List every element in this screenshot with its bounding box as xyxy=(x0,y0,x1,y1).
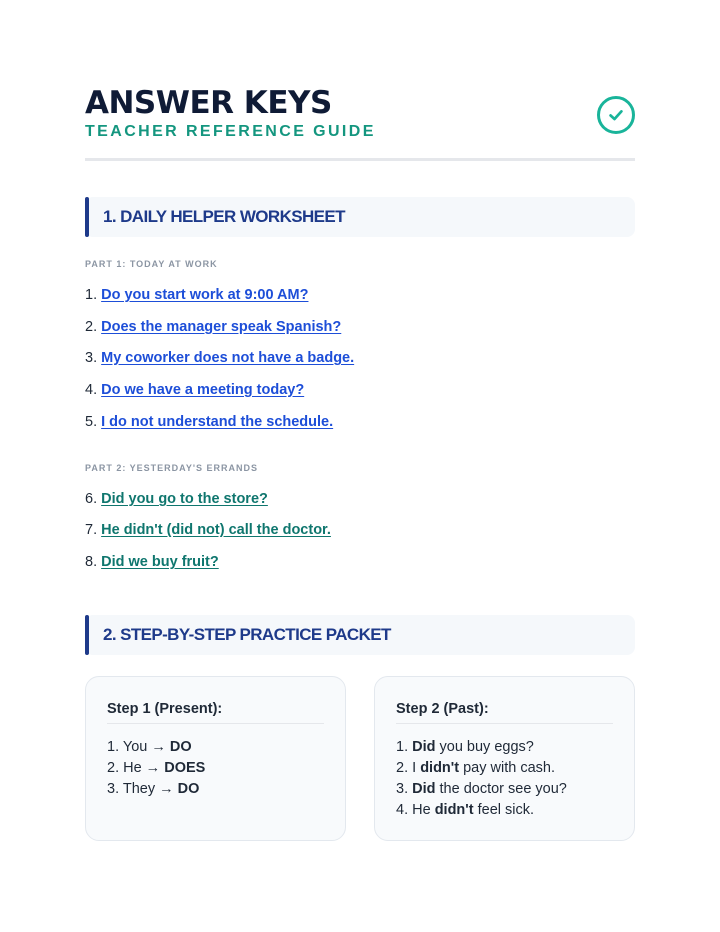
answer-item xyxy=(85,522,331,538)
step1-title: Step 1 (Present): xyxy=(107,701,223,717)
item-number: 4. xyxy=(85,382,98,398)
section-accent-bar xyxy=(85,615,89,655)
part1-label: PART 1: TODAY AT WORK xyxy=(85,259,218,269)
answer-item xyxy=(85,287,308,303)
step-line: 3. Did the doctor see you? xyxy=(396,781,567,797)
answer-item xyxy=(85,491,268,507)
section-title: 1. DAILY HELPER WORKSHEET xyxy=(103,207,345,226)
step-line: 2. I didn't pay with cash. xyxy=(396,760,555,776)
item-number: 6. xyxy=(85,491,98,507)
page-header xyxy=(85,86,635,146)
item-number: 7. xyxy=(85,522,98,538)
answer-link[interactable]: Do you start work at 9:00 AM? xyxy=(101,287,309,303)
answer-item xyxy=(85,414,333,430)
answer-link[interactable]: I do not understand the schedule. xyxy=(101,414,334,430)
section-title: 2. STEP-BY-STEP PRACTICE PACKET xyxy=(103,625,391,644)
section-heading-practice-packet xyxy=(85,615,635,655)
item-number: 1. xyxy=(85,287,98,303)
page-title: ANSWER KEYS xyxy=(85,85,332,121)
answer-item xyxy=(85,319,341,335)
answer-link[interactable]: Do we have a meeting today? xyxy=(101,382,305,398)
item-number: 8. xyxy=(85,554,98,570)
answer-link[interactable]: My coworker does not have a badge. xyxy=(101,350,355,366)
step2-lines xyxy=(396,737,567,821)
item-number: 2. xyxy=(85,319,98,335)
step-line: 1. Did you buy eggs? xyxy=(396,739,534,755)
page-subtitle: TEACHER REFERENCE GUIDE xyxy=(85,123,376,140)
step2-title: Step 2 (Past): xyxy=(396,701,489,717)
step1-card xyxy=(85,676,346,841)
step-line: 1. You → DO xyxy=(107,739,192,755)
step-line: 3. They → DO xyxy=(107,781,200,797)
step-line: 2. He → DOES xyxy=(107,760,206,776)
header-divider xyxy=(85,158,635,161)
step-line: 4. He didn't feel sick. xyxy=(396,802,535,818)
item-number: 5. xyxy=(85,414,98,430)
step1-lines xyxy=(107,737,205,800)
answer-link[interactable]: He didn't (did not) call the doctor. xyxy=(101,522,331,538)
card-divider xyxy=(396,723,613,724)
card-divider xyxy=(107,723,324,724)
check-circle-icon xyxy=(597,96,635,134)
part2-label: PART 2: YESTERDAY'S ERRANDS xyxy=(85,463,259,473)
answer-link[interactable]: Did we buy fruit? xyxy=(101,554,219,570)
item-number: 3. xyxy=(85,350,98,366)
answer-link[interactable]: Does the manager speak Spanish? xyxy=(101,319,342,335)
step2-card xyxy=(374,676,635,841)
answer-link[interactable]: Did you go to the store? xyxy=(101,491,268,507)
section-heading-daily-helper xyxy=(85,197,635,237)
answer-item xyxy=(85,382,304,398)
answer-item xyxy=(85,350,354,366)
answer-item xyxy=(85,554,219,570)
section-accent-bar xyxy=(85,197,89,237)
